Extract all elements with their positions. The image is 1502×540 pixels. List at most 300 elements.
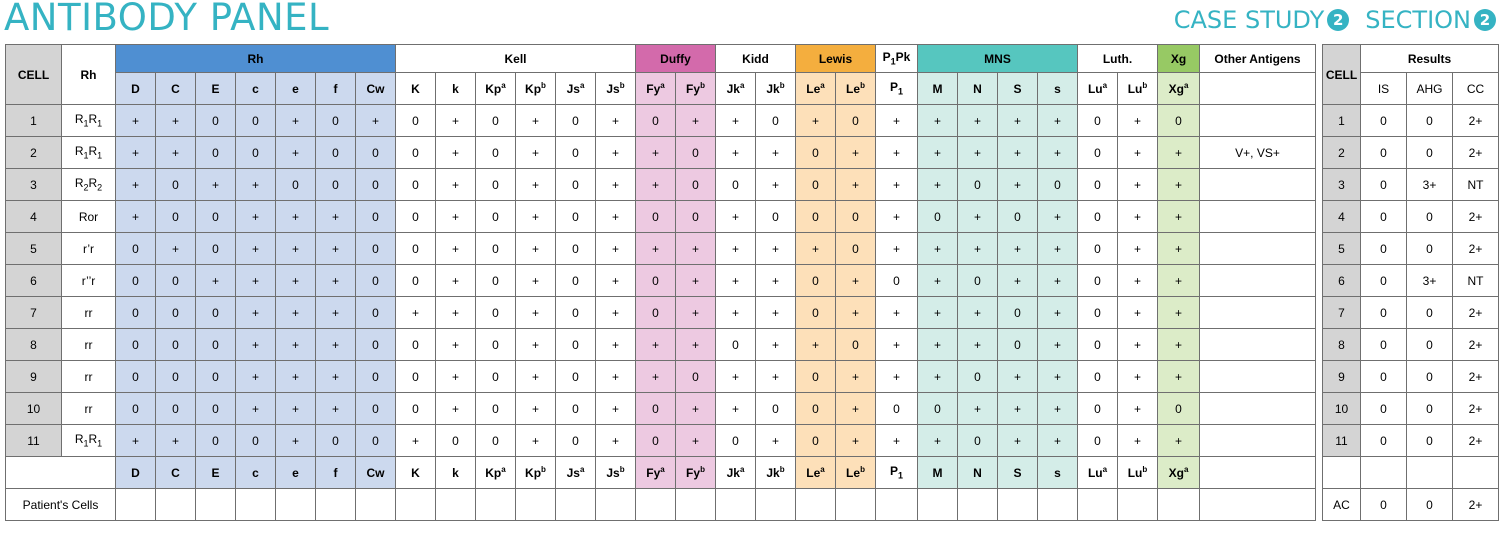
- result-cc[interactable]: NT: [1453, 169, 1499, 201]
- antigen-value: 0: [156, 265, 196, 297]
- results-blank-cell: [1361, 457, 1407, 489]
- antigen-value: +: [998, 169, 1038, 201]
- result-ahg[interactable]: 0: [1407, 425, 1453, 457]
- result-ahg[interactable]: 0: [1407, 201, 1453, 233]
- results-col-ahg: AHG: [1407, 73, 1453, 105]
- results-row: [1323, 297, 1499, 329]
- antigen-value: +: [436, 361, 476, 393]
- antigen-value: +: [436, 393, 476, 425]
- antigen-value: +: [1158, 137, 1200, 169]
- antigen-value: +: [1158, 329, 1200, 361]
- antigen-value: 0: [316, 169, 356, 201]
- antigen-value: +: [516, 265, 556, 297]
- antigen-value: +: [876, 201, 918, 233]
- results-cell-number: 5: [1323, 233, 1361, 265]
- antigen-value: +: [836, 425, 876, 457]
- antigen-value: +: [596, 105, 636, 137]
- cell-header: CELL: [6, 45, 62, 105]
- result-is[interactable]: 0: [1361, 201, 1407, 233]
- autocontrol-label: AC: [1323, 489, 1361, 521]
- antigen-value: +: [756, 137, 796, 169]
- cell-number: 5: [6, 233, 62, 265]
- antigen-value: +: [596, 201, 636, 233]
- antigen-value: 0: [476, 233, 516, 265]
- antigen-value: +: [876, 361, 918, 393]
- other-antigens-value: [1200, 105, 1316, 137]
- patient-other-cell[interactable]: [1200, 489, 1316, 521]
- antigen-value: +: [236, 265, 276, 297]
- antigen-value: +: [676, 393, 716, 425]
- antigen-value: 0: [556, 393, 596, 425]
- antigen-value: 0: [156, 169, 196, 201]
- antigen-value: +: [156, 425, 196, 457]
- other-antigens-subheader: [1200, 73, 1316, 105]
- antigen-value: 0: [396, 361, 436, 393]
- cell-number: 4: [6, 201, 62, 233]
- patient-antigen-cell[interactable]: [1158, 489, 1200, 521]
- result-is[interactable]: 0: [1361, 137, 1407, 169]
- antigen-value: +: [998, 265, 1038, 297]
- table-row: [6, 393, 1316, 425]
- patient-antigen-cell[interactable]: [1118, 489, 1158, 521]
- antigen-value: +: [918, 137, 958, 169]
- antigen-value: +: [516, 393, 556, 425]
- other-antigens-value: [1200, 361, 1316, 393]
- antigen-value: 0: [396, 137, 436, 169]
- antigen-value: 0: [636, 265, 676, 297]
- antigen-header-d: D: [116, 73, 156, 105]
- patient-antigen-cell[interactable]: [516, 489, 556, 521]
- antigen-header-jkb: Jk$^b$: [756, 457, 796, 489]
- antigen-value: +: [918, 233, 958, 265]
- antigen-value: 0: [636, 297, 676, 329]
- antigen-header-k: K: [396, 457, 436, 489]
- antigen-value: +: [676, 265, 716, 297]
- result-ahg[interactable]: 0: [1407, 105, 1453, 137]
- antigen-header-cw: Cw: [356, 457, 396, 489]
- section-label-wrap: [1365, 6, 1496, 34]
- patient-antigen-cell[interactable]: [196, 489, 236, 521]
- result-ahg[interactable]: 0: [1407, 329, 1453, 361]
- result-ahg[interactable]: 0: [1407, 297, 1453, 329]
- antigen-value: +: [196, 169, 236, 201]
- antigen-value: 0: [156, 297, 196, 329]
- results-table: [1322, 44, 1499, 521]
- kell-group-header: Kell: [396, 45, 636, 73]
- autocontrol-row: [1323, 489, 1499, 521]
- result-is[interactable]: 0: [1361, 361, 1407, 393]
- antigen-value: 0: [716, 169, 756, 201]
- result-ahg[interactable]: 0: [1407, 233, 1453, 265]
- antigen-value: 0: [958, 425, 998, 457]
- cell-number: 7: [6, 297, 62, 329]
- antigen-header-leb: Le$^b$: [836, 457, 876, 489]
- patient-antigen-cell[interactable]: [596, 489, 636, 521]
- antigen-value: 0: [396, 329, 436, 361]
- antigen-value: 0: [796, 393, 836, 425]
- antigen-value: +: [836, 393, 876, 425]
- antigen-value: 0: [796, 361, 836, 393]
- patient-antigen-cell[interactable]: [636, 489, 676, 521]
- rh-phenotype: rr: [62, 329, 116, 361]
- antigen-value: 0: [958, 361, 998, 393]
- antigen-value: +: [596, 265, 636, 297]
- patient-antigen-cell[interactable]: [356, 489, 396, 521]
- antigen-value: +: [918, 425, 958, 457]
- antigen-value: 0: [556, 297, 596, 329]
- antigen-value: 0: [836, 329, 876, 361]
- antigen-value: +: [196, 265, 236, 297]
- results-row: [1323, 265, 1499, 297]
- antigen-value: +: [1158, 233, 1200, 265]
- antigen-value: +: [596, 329, 636, 361]
- antigen-header-lea: Le$^a$: [796, 457, 836, 489]
- antigen-value: +: [236, 169, 276, 201]
- antigen-value: +: [596, 393, 636, 425]
- lewis-group-header: Lewis: [796, 45, 876, 73]
- antigen-value: 0: [556, 329, 596, 361]
- antigen-value: +: [1118, 297, 1158, 329]
- rh-phenotype: $R_1R_1$: [62, 137, 116, 169]
- results-row: [1323, 169, 1499, 201]
- other-antigens-footer: [1200, 457, 1316, 489]
- antigen-value: +: [756, 265, 796, 297]
- result-cc[interactable]: 2+: [1453, 105, 1499, 137]
- antigen-value: +: [796, 233, 836, 265]
- antigen-value: 0: [356, 169, 396, 201]
- rh-phenotype: $R_1R_1$: [62, 105, 116, 137]
- antigen-value: +: [1038, 201, 1078, 233]
- group-header-row: [6, 45, 1316, 73]
- antigen-value: +: [156, 137, 196, 169]
- result-ahg[interactable]: 3+: [1407, 265, 1453, 297]
- antigen-value: 0: [356, 361, 396, 393]
- results-cell-number: 6: [1323, 265, 1361, 297]
- patient-antigen-cell[interactable]: [236, 489, 276, 521]
- antigen-value: +: [596, 425, 636, 457]
- antigen-value: 0: [796, 425, 836, 457]
- antigen-value: 0: [676, 137, 716, 169]
- other-antigens-value: [1200, 265, 1316, 297]
- antigen-value: +: [236, 329, 276, 361]
- patient-antigen-cell[interactable]: [476, 489, 516, 521]
- antigen-value: +: [636, 137, 676, 169]
- result-cc[interactable]: 2+: [1453, 201, 1499, 233]
- antigen-value: 0: [716, 425, 756, 457]
- result-ahg[interactable]: 0: [1407, 393, 1453, 425]
- antigen-value: +: [1118, 105, 1158, 137]
- patient-antigen-cell[interactable]: [716, 489, 756, 521]
- antigen-value: 0: [396, 393, 436, 425]
- antigen-header-m: M: [918, 73, 958, 105]
- result-cc[interactable]: 2+: [1453, 393, 1499, 425]
- page-title: ANTIBODY PANEL: [4, 0, 330, 39]
- result-is[interactable]: 0: [1361, 169, 1407, 201]
- antigen-value: +: [516, 137, 556, 169]
- mns-group-header: MNS: [918, 45, 1078, 73]
- antigen-value: +: [276, 393, 316, 425]
- antigen-value: 0: [1078, 297, 1118, 329]
- antigen-value: +: [876, 329, 918, 361]
- antigen-value: +: [1038, 137, 1078, 169]
- antigen-value: +: [918, 361, 958, 393]
- result-cc[interactable]: 2+: [1453, 329, 1499, 361]
- antigen-header-lub: Lu$^b$: [1118, 73, 1158, 105]
- antigen-value: +: [1158, 425, 1200, 457]
- antigen-value: +: [1118, 361, 1158, 393]
- results-cell-number: 2: [1323, 137, 1361, 169]
- antigen-header-row: [6, 73, 1316, 105]
- result-is[interactable]: 0: [1361, 393, 1407, 425]
- antigen-value: 0: [836, 105, 876, 137]
- result-cc[interactable]: 2+: [1453, 137, 1499, 169]
- antigen-value: +: [636, 329, 676, 361]
- result-is[interactable]: 0: [1361, 233, 1407, 265]
- antigen-value: +: [236, 393, 276, 425]
- cell-number: 11: [6, 425, 62, 457]
- antigen-value: 0: [156, 329, 196, 361]
- antigen-value: +: [716, 105, 756, 137]
- antigen-header-c: c: [236, 457, 276, 489]
- autocontrol-result-ahg[interactable]: 0: [1407, 489, 1453, 521]
- antigen-value: 0: [756, 105, 796, 137]
- antigen-header-leb: Le$^b$: [836, 73, 876, 105]
- antigen-header-n: N: [958, 457, 998, 489]
- antigen-value: +: [436, 201, 476, 233]
- antigen-value: +: [1118, 233, 1158, 265]
- table-row: [6, 329, 1316, 361]
- patient-antigen-cell[interactable]: [396, 489, 436, 521]
- antigen-value: 0: [836, 201, 876, 233]
- antigen-header-lea: Le$^a$: [796, 73, 836, 105]
- result-ahg[interactable]: 3+: [1407, 169, 1453, 201]
- antigen-value: 0: [998, 329, 1038, 361]
- antigen-value: +: [436, 265, 476, 297]
- antigen-value: 0: [396, 105, 436, 137]
- antigen-value: +: [716, 393, 756, 425]
- antigen-header-fyb: Fy$^b$: [676, 457, 716, 489]
- antigen-value: 0: [1038, 169, 1078, 201]
- antigen-header-p1: $P_1$: [876, 457, 918, 489]
- antigen-header-c: C: [156, 457, 196, 489]
- antigen-value: 0: [836, 233, 876, 265]
- result-ahg[interactable]: 0: [1407, 137, 1453, 169]
- antigen-value: 0: [756, 201, 796, 233]
- antigen-value: 0: [1078, 169, 1118, 201]
- patient-antigen-cell[interactable]: [958, 489, 998, 521]
- patient-antigen-cell[interactable]: [876, 489, 918, 521]
- antigen-value: 0: [756, 393, 796, 425]
- antigen-value: 0: [1078, 265, 1118, 297]
- antigen-value: +: [1118, 137, 1158, 169]
- antigen-value: +: [716, 233, 756, 265]
- antigen-value: 0: [958, 169, 998, 201]
- antigen-value: +: [716, 297, 756, 329]
- antigen-value: +: [316, 297, 356, 329]
- patient-antigen-cell[interactable]: [1038, 489, 1078, 521]
- antigen-header-jsa: Js$^a$: [556, 73, 596, 105]
- antigen-value: +: [918, 329, 958, 361]
- antigen-value: 0: [476, 137, 516, 169]
- result-cc[interactable]: NT: [1453, 265, 1499, 297]
- antigen-value: +: [1038, 393, 1078, 425]
- antigen-value: +: [836, 297, 876, 329]
- antigen-value: +: [516, 169, 556, 201]
- antigen-value: +: [236, 233, 276, 265]
- antigen-value: +: [716, 137, 756, 169]
- autocontrol-result-is[interactable]: 0: [1361, 489, 1407, 521]
- antigen-value: +: [958, 393, 998, 425]
- patient-antigen-cell[interactable]: [998, 489, 1038, 521]
- antigen-value: 0: [356, 201, 396, 233]
- results-row: [1323, 329, 1499, 361]
- patient-antigen-cell[interactable]: [836, 489, 876, 521]
- antigen-value: 0: [476, 297, 516, 329]
- result-cc[interactable]: 2+: [1453, 361, 1499, 393]
- antigen-value: 0: [156, 201, 196, 233]
- antigen-value: +: [958, 105, 998, 137]
- table-row: [6, 297, 1316, 329]
- antigen-header-f: f: [316, 457, 356, 489]
- antigen-value: +: [1038, 105, 1078, 137]
- antigen-value: +: [436, 137, 476, 169]
- result-is[interactable]: 0: [1361, 329, 1407, 361]
- patient-antigen-cell[interactable]: [156, 489, 196, 521]
- antigen-value: +: [836, 169, 876, 201]
- antigen-value: +: [676, 297, 716, 329]
- antigen-value: +: [998, 361, 1038, 393]
- antigen-value: +: [876, 425, 918, 457]
- result-cc[interactable]: 2+: [1453, 425, 1499, 457]
- antigen-value: +: [236, 297, 276, 329]
- result-is[interactable]: 0: [1361, 425, 1407, 457]
- antigen-header-cw: Cw: [356, 73, 396, 105]
- results-row: [1323, 425, 1499, 457]
- results-blank-cell: [1453, 457, 1499, 489]
- antigen-value: 0: [196, 361, 236, 393]
- results-col-cc: CC: [1453, 73, 1499, 105]
- other-antigens-value: [1200, 169, 1316, 201]
- autocontrol-result-cc[interactable]: 2+: [1453, 489, 1499, 521]
- result-is[interactable]: 0: [1361, 297, 1407, 329]
- results-row: [1323, 361, 1499, 393]
- table-row: [6, 265, 1316, 297]
- patient-antigen-cell[interactable]: [796, 489, 836, 521]
- antigen-header-jsb: Js$^b$: [596, 73, 636, 105]
- antigen-value: +: [756, 361, 796, 393]
- antigen-value: 0: [1078, 105, 1118, 137]
- results-row: [1323, 233, 1499, 265]
- antigen-value: +: [316, 329, 356, 361]
- patient-antigen-cell[interactable]: [316, 489, 356, 521]
- result-is[interactable]: 0: [1361, 265, 1407, 297]
- antigen-value: 0: [476, 265, 516, 297]
- rh-phenotype: rr: [62, 393, 116, 425]
- antigen-header-c: c: [236, 73, 276, 105]
- antigen-value: 0: [476, 425, 516, 457]
- patient-antigen-cell[interactable]: [676, 489, 716, 521]
- antigen-value: +: [716, 361, 756, 393]
- patient-antigen-cell[interactable]: [276, 489, 316, 521]
- antigen-value: +: [116, 169, 156, 201]
- result-cc[interactable]: 2+: [1453, 297, 1499, 329]
- result-is[interactable]: 0: [1361, 105, 1407, 137]
- antigen-value: 0: [116, 265, 156, 297]
- antigen-value: +: [516, 105, 556, 137]
- patient-antigen-cell[interactable]: [1078, 489, 1118, 521]
- results-cell-number: 9: [1323, 361, 1361, 393]
- results-cell-number: 8: [1323, 329, 1361, 361]
- antigen-header-jka: Jk$^a$: [716, 73, 756, 105]
- antigen-value: +: [1158, 201, 1200, 233]
- patient-antigen-cell[interactable]: [436, 489, 476, 521]
- case-study-header: [1158, 6, 1496, 34]
- antigen-value: +: [316, 233, 356, 265]
- antigen-value: +: [1158, 169, 1200, 201]
- other-antigens-value: [1200, 297, 1316, 329]
- antigen-value: +: [116, 201, 156, 233]
- results-col-is: IS: [1361, 73, 1407, 105]
- antigram-table: [5, 44, 1316, 521]
- antigen-header-e: e: [276, 457, 316, 489]
- antigen-value: 0: [1158, 393, 1200, 425]
- antigen-value: +: [116, 425, 156, 457]
- antigen-header-kpa: Kp$^a$: [476, 73, 516, 105]
- antigen-value: +: [516, 361, 556, 393]
- case-study-number-badge: 2: [1327, 9, 1349, 31]
- antigen-value: 0: [676, 201, 716, 233]
- antigen-value: 0: [116, 233, 156, 265]
- antigen-value: +: [116, 137, 156, 169]
- antigen-value: +: [156, 233, 196, 265]
- antigen-value: +: [876, 105, 918, 137]
- rh-phenotype: r’r: [62, 233, 116, 265]
- result-cc[interactable]: 2+: [1453, 233, 1499, 265]
- patient-antigen-cell[interactable]: [756, 489, 796, 521]
- cell-number: 8: [6, 329, 62, 361]
- antigen-header-xga: Xg$^a$: [1158, 73, 1200, 105]
- antigen-value: +: [1118, 169, 1158, 201]
- antigen-value: +: [918, 105, 958, 137]
- table-row: [6, 169, 1316, 201]
- antigen-value: 0: [556, 265, 596, 297]
- table-row: [6, 425, 1316, 457]
- antigen-value: 0: [356, 297, 396, 329]
- antigen-value: +: [1038, 361, 1078, 393]
- antigen-header-e: E: [196, 457, 236, 489]
- antigen-value: +: [396, 425, 436, 457]
- antigen-value: +: [516, 329, 556, 361]
- antigen-header-e: E: [196, 73, 236, 105]
- antigen-header-kpa: Kp$^a$: [476, 457, 516, 489]
- antigen-value: 0: [476, 169, 516, 201]
- antigen-value: 0: [476, 329, 516, 361]
- antigen-value: +: [516, 201, 556, 233]
- duffy-group-header: Duffy: [636, 45, 716, 73]
- antigen-value: +: [756, 425, 796, 457]
- antigen-header-lua: Lu$^a$: [1078, 457, 1118, 489]
- patient-antigen-cell[interactable]: [556, 489, 596, 521]
- antigen-value: 0: [556, 361, 596, 393]
- antigen-value: 0: [436, 425, 476, 457]
- result-ahg[interactable]: 0: [1407, 361, 1453, 393]
- antigen-value: +: [316, 393, 356, 425]
- antigen-value: +: [156, 105, 196, 137]
- antigen-value: +: [756, 329, 796, 361]
- patient-antigen-cell[interactable]: [918, 489, 958, 521]
- patient-antigen-cell[interactable]: [116, 489, 156, 521]
- antigen-value: 0: [116, 329, 156, 361]
